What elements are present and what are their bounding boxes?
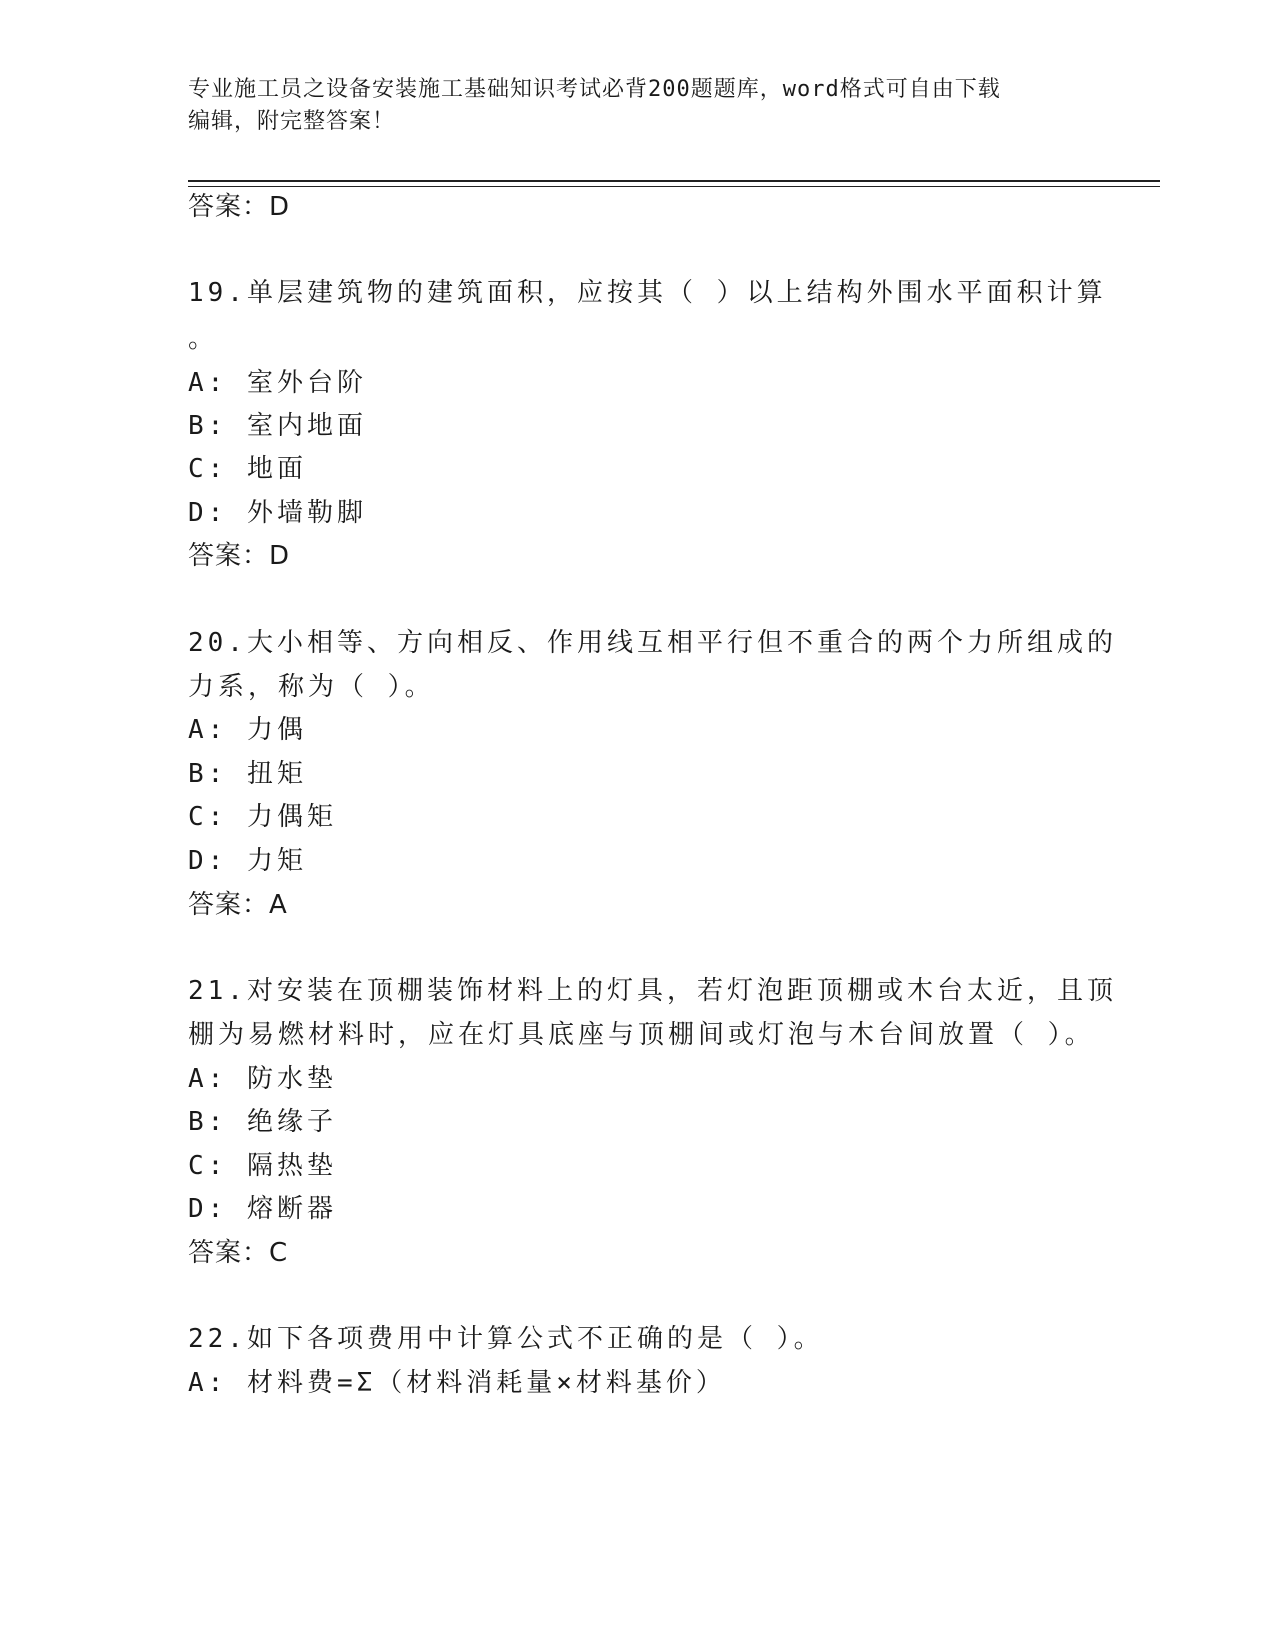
answer-value: D bbox=[269, 192, 291, 222]
question-19-option-a: A: 室外台阶 bbox=[188, 368, 367, 398]
answer-label: 答案： bbox=[188, 890, 270, 920]
question-21-answer bbox=[188, 1232, 288, 1269]
question-22-stem: 22.如下各项费用中计算公式不正确的是（ ）。 bbox=[188, 1324, 824, 1354]
question-19-stem: 19.单层建筑物的建筑面积，应按其（ ）以上结构外围水平面积计算 bbox=[188, 278, 1107, 308]
question-20-option-a: A: 力偶 bbox=[188, 715, 307, 745]
question-21-stem-cont: 棚为易燃材料时，应在灯具底座与顶棚间或灯泡与木台间放置（ ）。 bbox=[188, 1020, 1095, 1050]
question-20-stem: 20.大小相等、方向相反、作用线互相平行但不重合的两个力所组成的 bbox=[188, 628, 1117, 658]
document-header bbox=[188, 74, 1088, 138]
header-divider-thin bbox=[188, 186, 1160, 187]
answer-line bbox=[188, 186, 290, 223]
header-divider-thick bbox=[188, 180, 1160, 182]
answer-label: 答案： bbox=[188, 1238, 270, 1268]
answer-label: 答案： bbox=[188, 192, 270, 222]
question-19-option-d: D: 外墙勒脚 bbox=[188, 498, 367, 528]
question-19-option-b: B: 室内地面 bbox=[188, 411, 367, 441]
answer-value: D bbox=[269, 541, 291, 571]
question-20-stem-cont: 力系，称为（ ）。 bbox=[188, 672, 435, 702]
question-20-option-c: C: 力偶矩 bbox=[188, 802, 337, 832]
question-20-option-d: D: 力矩 bbox=[188, 846, 307, 876]
answer-value: A bbox=[269, 890, 288, 920]
question-19-option-c: C: 地面 bbox=[188, 454, 307, 484]
answer-value: C bbox=[269, 1238, 289, 1268]
question-20-option-b: B: 扭矩 bbox=[188, 759, 307, 789]
question-21-option-d: D: 熔断器 bbox=[188, 1194, 337, 1224]
header-line-1: 专业施工员之设备安装施工基础知识考试必背200题题库，word格式可自由下载 bbox=[188, 77, 1001, 102]
question-20-answer bbox=[188, 884, 288, 921]
question-21-option-a: A: 防水垫 bbox=[188, 1064, 337, 1094]
question-21-option-c: C: 隔热垫 bbox=[188, 1151, 337, 1181]
question-21-option-b: B: 绝缘子 bbox=[188, 1107, 337, 1137]
question-21-stem: 21.对安装在顶棚装饰材料上的灯具，若灯泡距顶棚或木台太近，且顶 bbox=[188, 976, 1117, 1006]
answer-label: 答案： bbox=[188, 541, 270, 571]
question-19-answer bbox=[188, 535, 290, 572]
question-19-stem-cont: 。 bbox=[188, 324, 219, 354]
header-line-2: 编辑，附完整答案！ bbox=[188, 109, 396, 134]
question-22-option-a: A: 材料费=Σ（材料消耗量×材料基价） bbox=[188, 1368, 726, 1398]
